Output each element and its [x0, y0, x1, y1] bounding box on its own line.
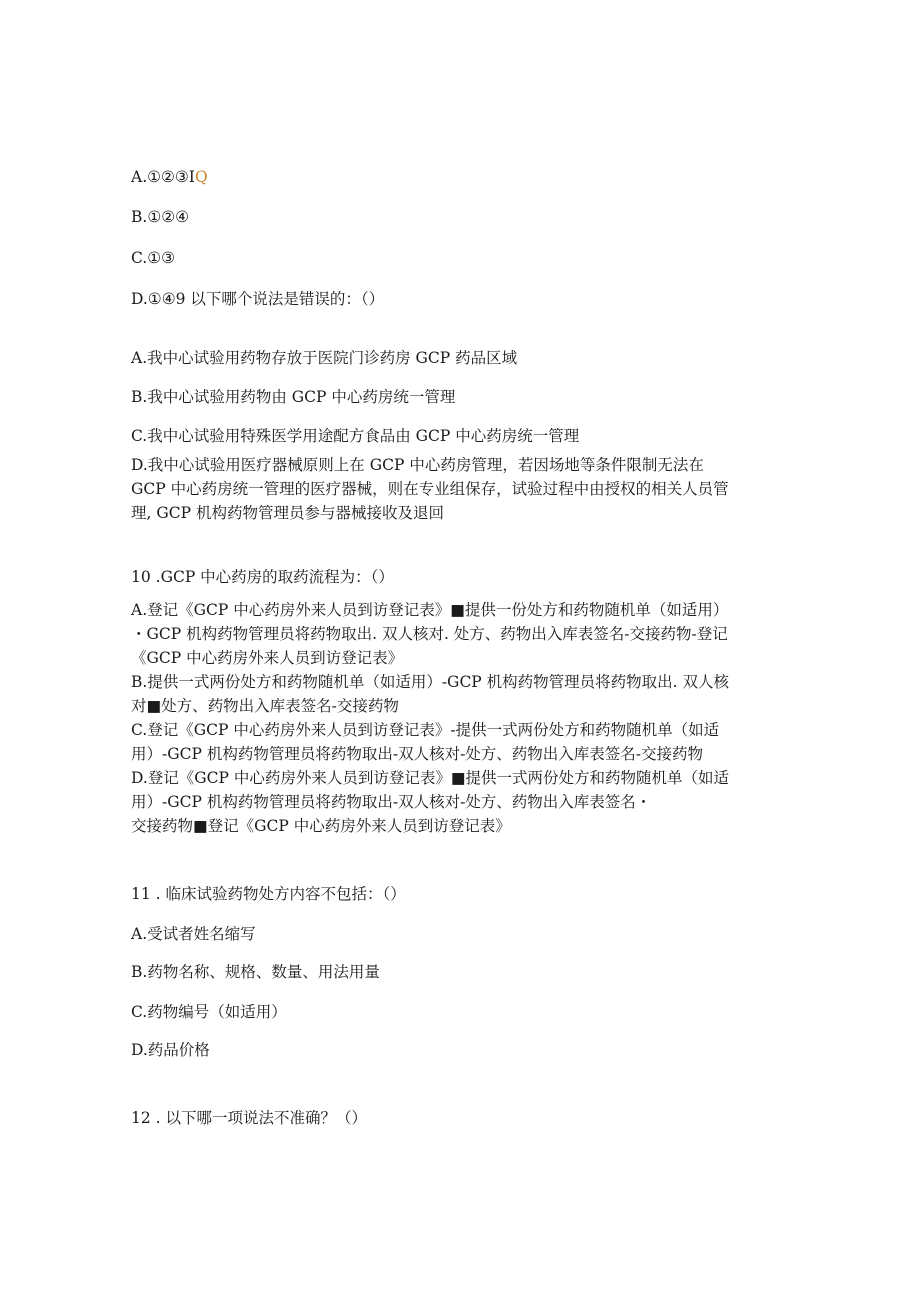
q10-option-line: 用）-GCP 机构药物管理员将药物取出-双人核对-处方、药物出入库表签名・: [131, 793, 652, 811]
q10-option-line: A.登记《GCP 中心药房外来人员到访登记表》■提供一份处方和药物随机单（如适用）: [131, 601, 729, 619]
q9-option-d-line-3: 理, GCP 机构药物管理员参与器械接收及退回: [131, 504, 444, 522]
q8-option-a-text: A.①②③I: [131, 168, 195, 186]
q11-option-b: B.药物名称、规格、数量、用法用量: [131, 963, 380, 981]
q9-option-b: B.我中心试验用药物由 GCP 中心药房统一管理: [131, 388, 456, 406]
q8-option-c: C.①③: [131, 249, 176, 267]
q9-option-d-line-1: D.我中心试验用医疗器械原则上在 GCP 中心药房管理，若因场地等条件限制无法在: [131, 456, 704, 474]
q8-option-a-ocr-artifact: Q: [194, 168, 208, 186]
q11-option-a: A.受试者姓名缩写: [131, 925, 256, 943]
q11-option-c: C.药物编号（如适用）: [131, 1003, 287, 1021]
q9-option-d-line-2: GCP 中心药房统一管理的医疗器械，则在专业组保存，试验过程中由授权的相关人员管: [131, 480, 729, 498]
q10-option-line: B.提供一式两份处方和药物随机单（如适用）-GCP 机构药物管理员将药物取出. 双人核: [131, 673, 730, 691]
q8-option-a: [131, 165, 208, 189]
q10-option-line: ・GCP 机构药物管理员将药物取出. 双人核对. 处方、药物出入库表签名-交接药物-登记: [131, 625, 728, 643]
q8-option-d-and-q9-question: D.①④9 以下哪个说法是错误的：（）: [131, 290, 385, 308]
q10-option-line: 交接药物■登记《GCP 中心药房外来人员到访登记表》: [131, 817, 511, 835]
q9-option-c: C.我中心试验用特殊医学用途配方食品由 GCP 中心药房统一管理: [131, 427, 580, 445]
q10-option-line: 《GCP 中心药房外来人员到访登记表》: [131, 649, 404, 667]
q10-option-line: 对■处方、药物出入库表签名-交接药物: [131, 697, 399, 715]
q11-option-d: D.药品价格: [131, 1041, 210, 1059]
q12-question: 12 . 以下哪一项说法不准确？（）: [131, 1109, 368, 1127]
q9-option-a: A.我中心试验用药物存放于医院门诊药房 GCP 药品区域: [131, 349, 518, 367]
q10-option-line: C.登记《GCP 中心药房外来人员到访登记表》-提供一式两份处方和药物随机单（如适: [131, 721, 720, 739]
q10-option-line: D.登记《GCP 中心药房外来人员到访登记表》■提供一式两份处方和药物随机单（如适: [131, 769, 730, 787]
q10-option-line: 用）-GCP 机构药物管理员将药物取出-双人核对-处方、药物出入库表签名-交接药物: [131, 745, 704, 763]
q10-question: 10 .GCP 中心药房的取药流程为：（）: [131, 568, 394, 586]
q8-option-b: B.①②④: [131, 208, 190, 226]
q11-question: 11 . 临床试验药物处方内容不包括：（）: [131, 885, 406, 903]
